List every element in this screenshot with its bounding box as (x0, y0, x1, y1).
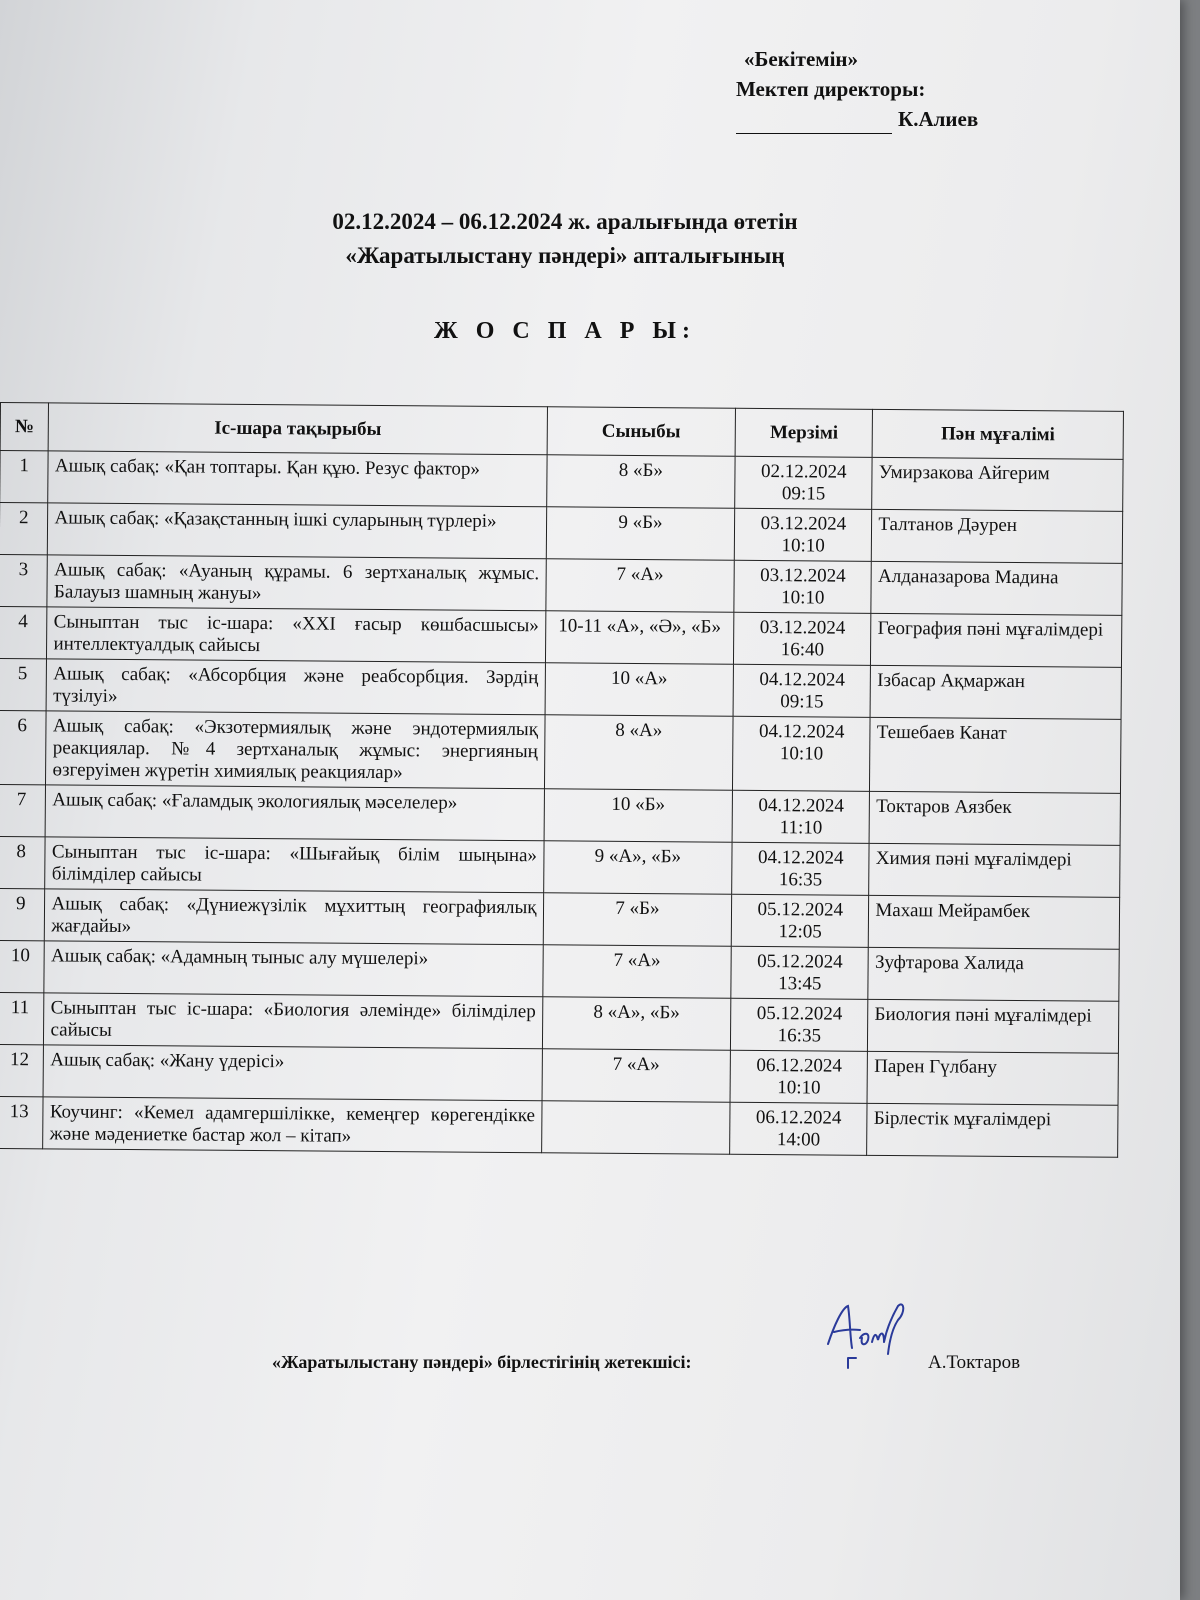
date-cell (735, 508, 873, 561)
handwritten-signature (820, 1296, 910, 1376)
date-cell (731, 894, 869, 947)
time-value: 10:10 (781, 535, 825, 557)
event-topic: Ашық сабақ: «Қан топтары. Қан құю. Резус фактор» (48, 451, 546, 507)
time-value: 16:35 (777, 1025, 822, 1047)
header-topic: Іс-шара тақырыбы (49, 403, 547, 455)
director-name: К.Алиев (898, 107, 979, 131)
date-cell (735, 456, 873, 509)
teacher-cell: Талтанов Дәурен (872, 509, 1123, 563)
class-cell (541, 1101, 730, 1154)
document-title (0, 205, 1130, 273)
approval-line-2: Мектеп директоры: (736, 77, 926, 101)
event-topic: Сыныптан тыс іс-шара: «Шығайық білім шыңына» білімділер сайысы (45, 837, 543, 893)
table-row (0, 710, 1121, 793)
teacher-cell: Бірлестік мұғалімдері (867, 1103, 1118, 1157)
class-cell: 8 «Б» (546, 455, 735, 508)
class-cell: 10 «Б» (544, 789, 733, 842)
signer-name: А.Токтаров (928, 1352, 1021, 1373)
class-cell: 7 «Б» (543, 893, 732, 946)
row-number: 4 (0, 606, 47, 658)
teacher-cell: Алданазарова Мадина (871, 561, 1122, 615)
approval-signature-row (736, 104, 978, 134)
class-cell: 8 «А», «Б» (542, 997, 731, 1050)
table-row (0, 836, 1120, 897)
header-teacher: Пән мұғалімі (872, 409, 1123, 459)
class-cell: 7 «А» (545, 559, 734, 612)
teacher-cell: Зуфтарова Халида (868, 947, 1119, 1001)
signature-blank-line (736, 111, 892, 134)
event-topic: Ашық сабақ: «Ғаламдық экологиялық мәселелер» (46, 785, 544, 841)
date-value: 03.12.2024 (760, 512, 847, 535)
date-value: 06.12.2024 (756, 1054, 842, 1077)
time-value: 11:10 (779, 817, 823, 839)
event-topic: Коучинг: «Кемел адамгершілікке, кемеңгер көрегендікке және мәдениетке бастар жол – кітап» (43, 1097, 541, 1153)
teacher-cell: Парен Гүлбану (867, 1051, 1118, 1105)
table-row (0, 1096, 1118, 1157)
event-topic: Ашық сабақ: «Қазақстанның ішкі суларының түрлері» (48, 503, 546, 559)
table-row (0, 940, 1119, 1001)
date-cell (730, 1050, 868, 1103)
approval-block (736, 44, 978, 134)
teacher-cell: Махаш Мейрамбек (869, 895, 1120, 949)
table-row (0, 503, 1123, 564)
table-body (0, 451, 1123, 1158)
footer-label: «Жаратылыстану пәндері» бірлестігінің жетекшісі: (272, 1352, 692, 1372)
class-cell: 9 «А», «Б» (543, 841, 732, 894)
date-value: 05.12.2024 (757, 950, 843, 973)
row-number: 5 (0, 658, 47, 710)
table-header-row (0, 403, 1123, 460)
date-value: 03.12.2024 (759, 616, 846, 639)
date-value: 03.12.2024 (760, 564, 846, 587)
time-value: 13:45 (778, 973, 822, 995)
teacher-cell: Умирзакова Айгерим (872, 457, 1123, 511)
table-row (0, 1044, 1118, 1105)
approval-line-1: «Бекітемін» (744, 47, 859, 71)
time-value: 10:10 (781, 587, 825, 609)
time-value: 12:05 (778, 921, 822, 943)
row-number: 8 (0, 836, 46, 888)
plan-heading: Ж О С П А Р Ы: (434, 318, 696, 344)
row-number: 7 (0, 784, 46, 836)
time-value: 10:10 (779, 743, 824, 765)
class-cell: 9 «Б» (546, 507, 735, 560)
date-value: 05.12.2024 (757, 898, 844, 921)
time-value: 10:10 (777, 1077, 821, 1099)
teacher-cell: Химия пәні мұғалімдері (869, 843, 1120, 897)
teacher-cell: Токтаров Аязбек (869, 791, 1120, 845)
date-value: 04.12.2024 (758, 720, 845, 743)
header-num: № (0, 403, 49, 451)
event-topic: Ашық сабақ: «Жану үдерісі» (43, 1045, 541, 1101)
time-value: 14:00 (776, 1129, 821, 1151)
date-value: 06.12.2024 (755, 1106, 842, 1129)
title-line-2: «Жаратылыстану пәндері» апталығының (345, 243, 785, 268)
teacher-cell: География пәні мұғалімдері (871, 613, 1122, 667)
class-cell: 10 «А» (545, 663, 734, 716)
date-value: 04.12.2024 (759, 668, 845, 691)
date-value: 02.12.2024 (760, 460, 847, 483)
class-cell: 7 «А» (542, 1049, 731, 1102)
date-cell (733, 664, 871, 717)
teacher-cell: Ізбасар Ақмаржан (870, 665, 1121, 719)
date-cell (730, 1102, 868, 1155)
class-cell: 7 «А» (542, 945, 731, 998)
event-topic: Сыныптан тыс іс-шара: «Биология әлемінде» білімділер сайысы (44, 993, 542, 1049)
class-cell: 8 «А» (544, 715, 733, 790)
date-value: 05.12.2024 (756, 1002, 843, 1025)
time-value: 16:35 (778, 869, 823, 891)
table-row (0, 658, 1121, 719)
time-value: 16:40 (780, 639, 825, 661)
event-topic: Ашық сабақ: «Дүниежүзілік мұхиттың географиялық жағдайы» (45, 889, 543, 945)
teacher-cell: Тешебаев Канат (870, 717, 1121, 793)
date-cell (732, 790, 870, 843)
plan-table (0, 402, 1124, 1158)
teacher-cell: Биология пәні мұғалімдері (868, 999, 1119, 1053)
row-number: 13 (0, 1096, 43, 1148)
event-topic: Ашық сабақ: «Ауаның құрамы. 6 зертханалық жұмыс. Балауыз шамның жануы» (47, 555, 545, 611)
time-value: 09:15 (781, 483, 826, 505)
row-number: 12 (0, 1044, 44, 1096)
table-row (0, 451, 1123, 512)
event-topic: Ашық сабақ: «Экзотермиялық және эндотермиялық реакциялар. №4 зертханалық жұмыс: энергияның өзгеруімен жүретін химиялық реакциялар» (46, 711, 545, 789)
row-number: 6 (0, 710, 47, 784)
event-topic: Ашық сабақ: «Адамның тыныс алу мүшелері» (44, 941, 542, 997)
class-cell: 10-11 «А», «Ә», «Б» (545, 611, 734, 664)
row-number: 9 (0, 888, 45, 940)
event-topic: Ашық сабақ: «Абсорбция және реабсорбция. Зәрдің түзілуі» (47, 659, 545, 715)
date-cell (734, 560, 872, 613)
row-number: 1 (0, 451, 49, 503)
table-row (0, 888, 1120, 949)
date-cell (732, 842, 870, 895)
date-cell (734, 612, 872, 665)
row-number: 10 (0, 940, 45, 992)
row-number: 2 (0, 503, 48, 555)
row-number: 11 (0, 992, 44, 1044)
date-value: 04.12.2024 (758, 794, 844, 817)
table-row (0, 606, 1122, 667)
date-cell (733, 716, 871, 791)
table-row (0, 784, 1120, 845)
header-date: Мерзімі (735, 408, 873, 457)
date-value: 04.12.2024 (757, 846, 844, 869)
time-value: 09:15 (780, 691, 824, 713)
table-row (0, 554, 1122, 615)
title-line-1: 02.12.2024 – 06.12.2024 ж. аралығында өтетін (332, 209, 798, 234)
date-cell (731, 946, 869, 999)
header-class: Сыныбы (547, 407, 736, 456)
table-row (0, 992, 1119, 1053)
row-number: 3 (0, 554, 48, 606)
event-topic: Сыныптан тыс іс-шара: «XXI ғасыр көшбасшысы» интеллектуалдық сайысы (47, 607, 545, 663)
date-cell (731, 998, 869, 1051)
